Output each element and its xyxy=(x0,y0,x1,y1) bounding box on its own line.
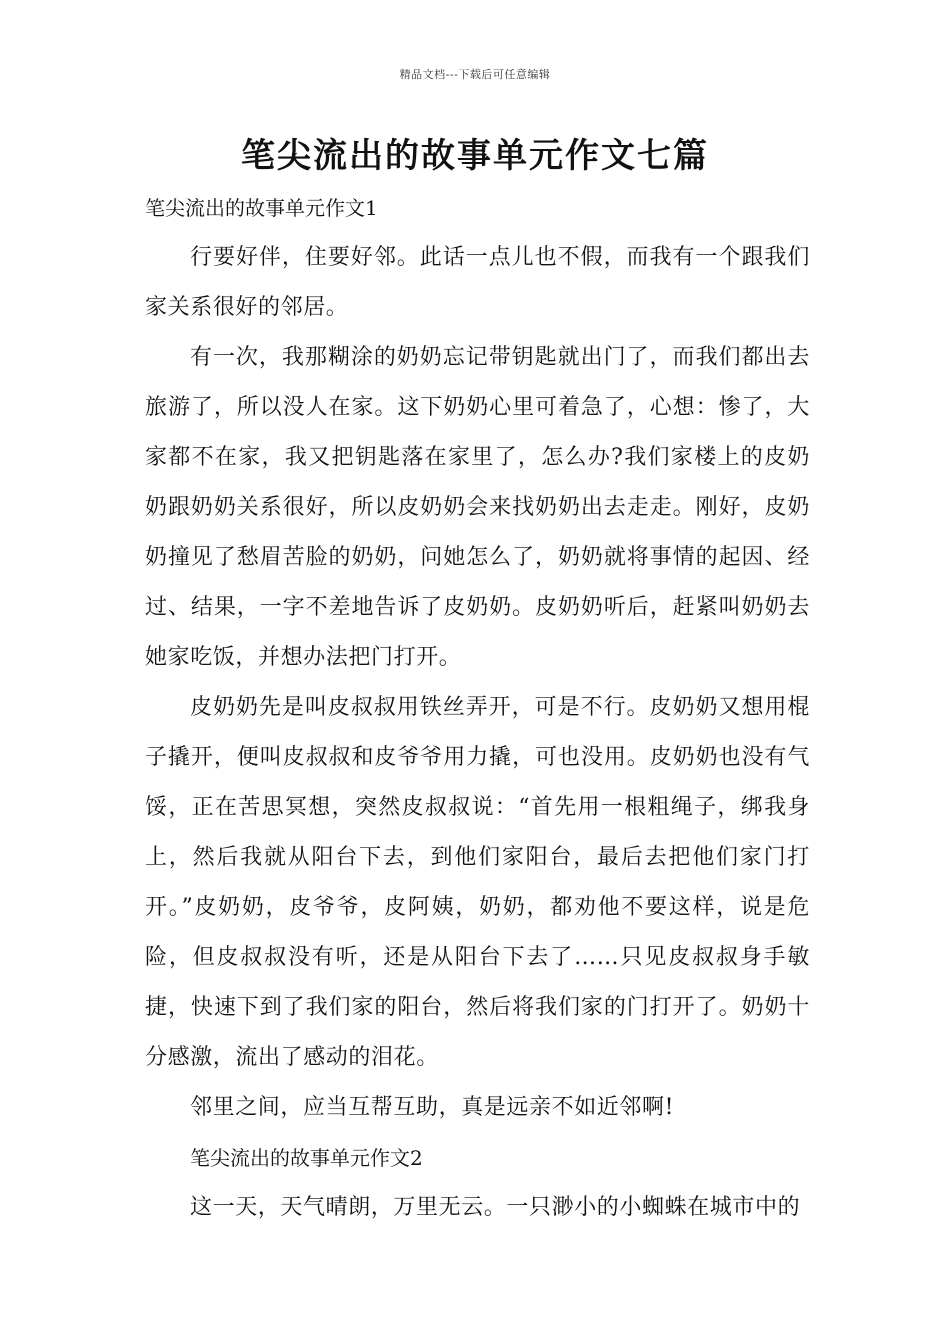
header-note: 精品文档---下载后可任意编辑 xyxy=(399,68,551,81)
paragraph: 皮奶奶先是叫皮叔叔用铁丝弄开，可是不行。皮奶奶又想用棍子撬开，便叫皮叔叔和皮爷爷用力撬，可也没用。皮奶奶也没有气馁，正在苦思冥想，突然皮叔叔说：“首先用一根粗绳子，绑我身上，然后我就从阳台下去，到他们家阳台，最后去把他们家门打开。”皮奶奶，皮爷爷，皮阿姨，奶奶，都劝他不要这样，说是危险，但皮叔叔没有听，还是从阳台下去了……只见皮叔叔身手敏捷，快速下到了我们家的阳台，然后将我们家的门打开了。奶奶十分感激，流出了感动的泪花。 xyxy=(145,695,810,1070)
paragraph: 这一天，天气晴朗，万里无云。一只渺小的小蜘蛛在城市中的 xyxy=(190,1195,801,1220)
section-heading-1: 笔尖流出的故事单元作文1 xyxy=(145,196,378,220)
document-title: 笔尖流出的故事单元作文七篇 xyxy=(241,136,709,176)
paragraph: 有一次，我那糊涂的奶奶忘记带钥匙就出门了，而我们都出去旅游了，所以没人在家。这下奶奶心里可着急了，心想：惨了，大家都不在家，我又把钥匙落在家里了，怎么办?我们家楼上的皮奶奶跟奶奶关系很好，所以皮奶奶会来找奶奶出去走走。刚好，皮奶奶撞见了愁眉苦脸的奶奶，问她怎么了，奶奶就将事情的起因、经过、结果，一字不差地告诉了皮奶奶。皮奶奶听后，赶紧叫奶奶去她家吃饭，并想办法把门打开。 xyxy=(145,345,810,670)
document-body xyxy=(145,183,810,1233)
paragraph: 邻里之间，应当互帮互助，真是远亲不如近邻啊! xyxy=(190,1095,675,1120)
section-heading-2: 笔尖流出的故事单元作文2 xyxy=(190,1146,423,1170)
paragraph: 行要好伴，住要好邻。此话一点儿也不假，而我有一个跟我们家关系很好的邻居。 xyxy=(145,245,810,320)
